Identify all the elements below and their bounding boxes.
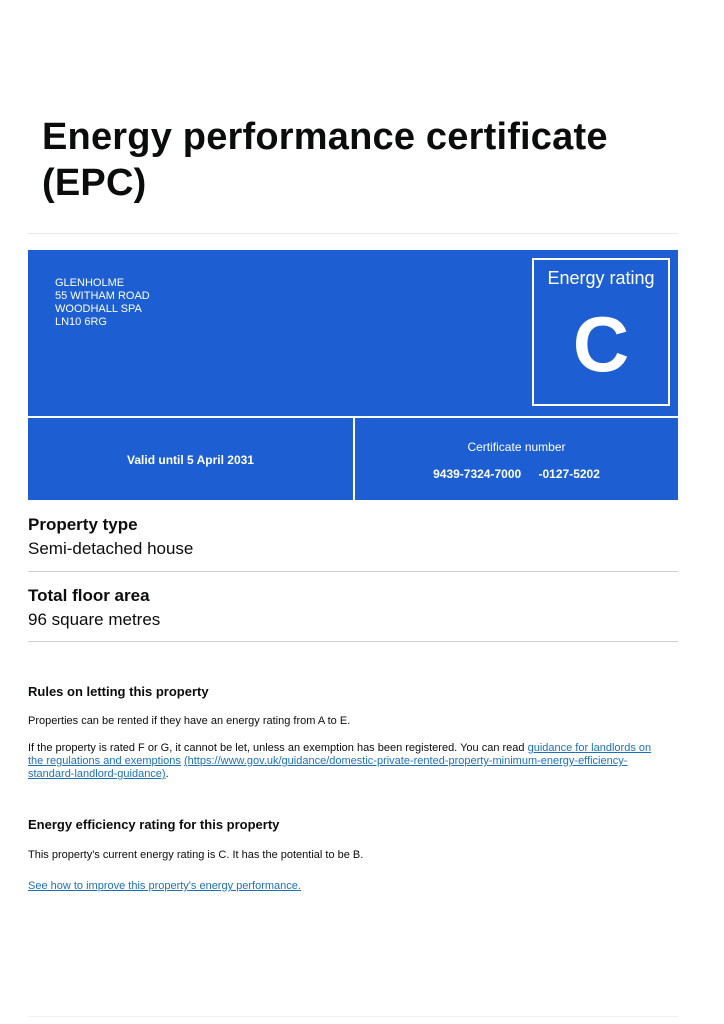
property-type-value: Semi-detached house	[28, 539, 194, 558]
energy-rating-label: Energy rating	[547, 268, 655, 288]
valid-until: Valid until 5 April 2031	[127, 453, 254, 467]
box-vertical-divider	[353, 418, 355, 500]
property-type-label: Property type	[28, 515, 138, 534]
section-divider	[28, 571, 678, 572]
property-address	[55, 277, 150, 329]
address-postcode: LN10 6RG	[55, 316, 107, 328]
efficiency-text: This property's current energy rating is C. It has the potential to be B.	[28, 849, 364, 861]
energy-rating-letter: C	[572, 300, 630, 388]
improve-performance-link[interactable]: See how to improve this property's energy performance.	[28, 880, 301, 892]
page-bottom-divider	[28, 1016, 678, 1017]
certificate-number: 9439-7324-7000 -0127-5202	[433, 467, 600, 481]
address-line-3: WOODHALL SPA	[55, 303, 142, 315]
letting-rules-heading: Rules on letting this property	[28, 684, 209, 699]
letting-rules-text: Properties can be rented if they have an energy rating from A to E.	[28, 715, 351, 727]
landlord-guidance-link[interactable]: guidance for landlords on the regulations and exemptions	[28, 742, 652, 767]
address-line-1: GLENHOLME	[55, 277, 125, 289]
page-title: Energy performance certificate (EPC)	[42, 116, 608, 204]
floor-area-label: Total floor area	[28, 586, 150, 605]
epc-summary-box	[28, 250, 678, 500]
exemption-text-end: .	[165, 768, 169, 780]
exemption-text: If the property is rated F or G, it cannot be let, unless an exemption has been registered. You can read	[28, 742, 528, 754]
energy-rating-box	[532, 258, 670, 406]
improve-link-wrapper	[28, 880, 668, 893]
letting-exemption-text	[28, 742, 668, 781]
certificate-number-label: Certificate number	[467, 440, 566, 454]
title-divider	[28, 233, 678, 234]
address-line-2: 55 WITHAM ROAD	[55, 290, 150, 302]
section-divider	[28, 641, 678, 642]
floor-area-value: 96 square metres	[28, 610, 161, 629]
efficiency-heading: Energy efficiency rating for this property	[28, 817, 280, 832]
landlord-guidance-url[interactable]: (https://www.gov.uk/guidance/domestic-private-rented-property-minimum-energy-efficiency-standard-landlord-guidance)	[28, 755, 628, 780]
